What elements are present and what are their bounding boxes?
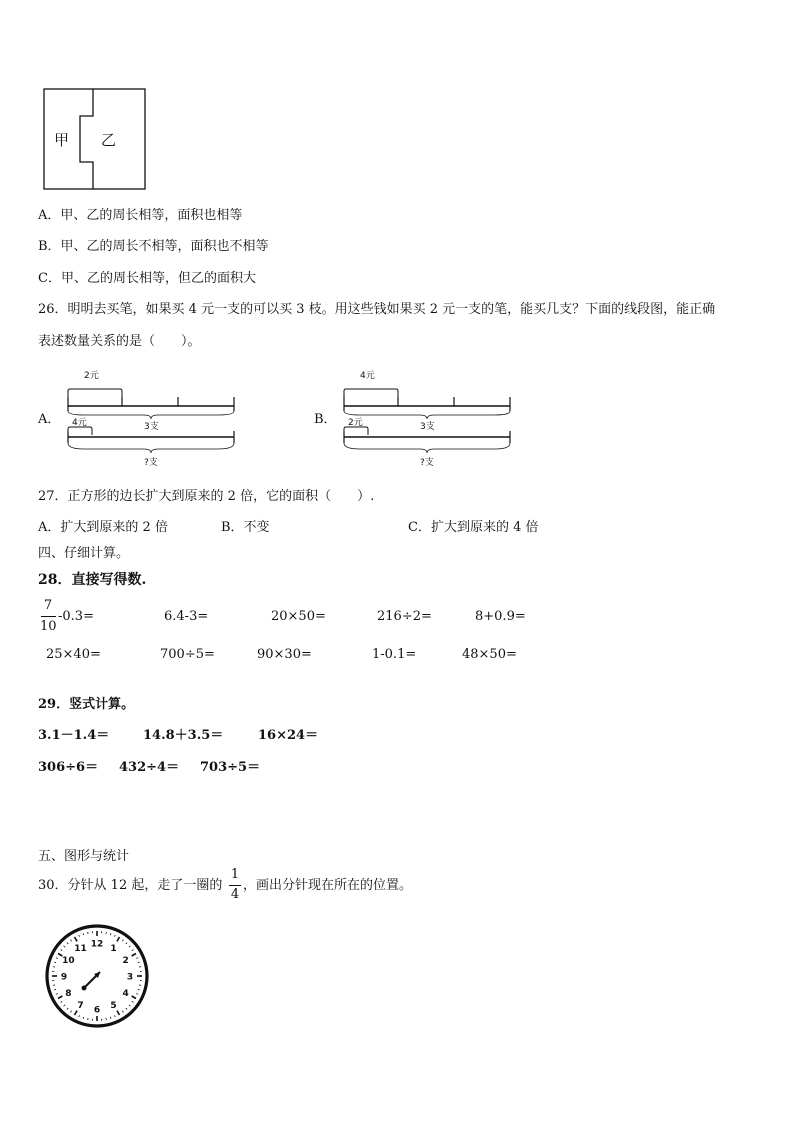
diagram-b-top-count: 3支 [420,422,435,432]
q27-option-c: C．扩大到原来的 4 倍 [408,520,539,535]
q27-option-b: B．不变 [221,520,270,535]
q26-diagram-b [340,365,516,471]
q29-title: 29．竖式计算。 [38,697,135,712]
q30-text-after: ，画出分针现在所在的位置。 [243,878,413,893]
clock-number: 8 [65,989,72,999]
diagram-b-bottom-price: 2元 [348,418,363,428]
clock-number: 1 [110,943,117,954]
clock-number: 3 [126,972,134,983]
q28-row2-item4: 1-0.1= [372,647,417,662]
q28-row1-item5: 8+0.9= [475,609,526,624]
q26-option-a-label: A． [38,412,61,427]
q29-row1-item1: 3.1－1.4＝ [38,728,110,743]
q28-row1-item1: -0.3= [58,609,94,624]
diagram-a-bottom-price: 4元 [72,418,87,428]
q26-option-b-label: B． [314,412,337,427]
clock-number: 5 [110,1001,117,1012]
q29-row2-item3: 703÷5＝ [200,760,261,775]
clock-number: 6 [93,1005,101,1016]
q25-option-c: C．甲、乙的周长相等，但乙的面积大 [38,271,256,286]
clock-number: 11 [74,943,87,954]
figure-right-label: 乙 [101,131,117,149]
q29-row1-item2: 14.8＋3.5＝ [143,728,224,743]
q30-text-before: 30．分针从 12 起，走了一圈的 [38,878,223,893]
q26-text-line1: 26．明明去买笔，如果买 4 元一支的可以买 3 枝。用这些钱如果买 2 元一支的笔，能买几支？下面的线段图，能正确 [38,302,716,317]
q29-row2-item2: 432÷4＝ [119,760,180,775]
q26-text-line2: 表述数量关系的是（ ）。 [38,334,201,349]
q28-row2-item1: 25×40= [46,647,101,662]
q25-option-b: B．甲、乙的周长不相等，面积也不相等 [38,239,269,254]
q28-row2-item5: 48×50= [462,647,517,662]
clock-number: 12 [90,939,104,950]
q28-fraction-denominator: 10 [40,619,57,634]
figure-left-label: 甲 [54,131,70,149]
q30-fraction-bar [229,885,241,886]
clock-number: 4 [122,989,129,999]
q30-fraction-denominator: 4 [230,887,240,902]
q29-row2-item1: 306÷6＝ [38,760,99,775]
q28-row2-item2: 700÷5= [160,647,215,662]
q30-fraction-numerator: 1 [230,867,240,882]
clock-number: 2 [122,956,129,966]
diagram-a-top-count: 3支 [144,422,159,432]
q25-option-a: A．甲、乙的周长相等，面积也相等 [38,208,243,223]
clock-number: 10 [62,956,75,966]
q28-title: 28．直接写得数. [38,572,147,588]
clock-number: 7 [77,1001,84,1012]
q28-fraction-numerator: 7 [43,598,53,613]
diagram-a-bottom-count: ?支 [144,458,158,468]
clock-number: 9 [60,972,68,983]
diagram-b-bottom-count: ?支 [420,458,434,468]
q28-fraction-bar [41,616,56,617]
q29-row1-item3: 16×24＝ [258,728,319,743]
q28-row1-item3: 20×50= [271,609,326,624]
q26-diagram-a [64,365,240,471]
diagram-a-top-price: 2元 [84,371,99,381]
section-four-heading: 四、仔细计算。 [38,546,130,561]
diagram-b-top-price: 4元 [360,371,375,381]
q27-option-a: A．扩大到原来的 2 倍 [38,520,168,535]
q28-row1-item2: 6.4-3= [164,609,209,624]
q28-row2-item3: 90×30= [257,647,312,662]
clock-figure [44,923,150,1029]
q25-figure [43,88,147,192]
q28-row1-item4: 216÷2= [377,609,432,624]
q27-text: 27．正方形的边长扩大到原来的 2 倍，它的面积（ ）. [38,489,375,504]
section-five-heading: 五、图形与统计 [38,849,130,864]
